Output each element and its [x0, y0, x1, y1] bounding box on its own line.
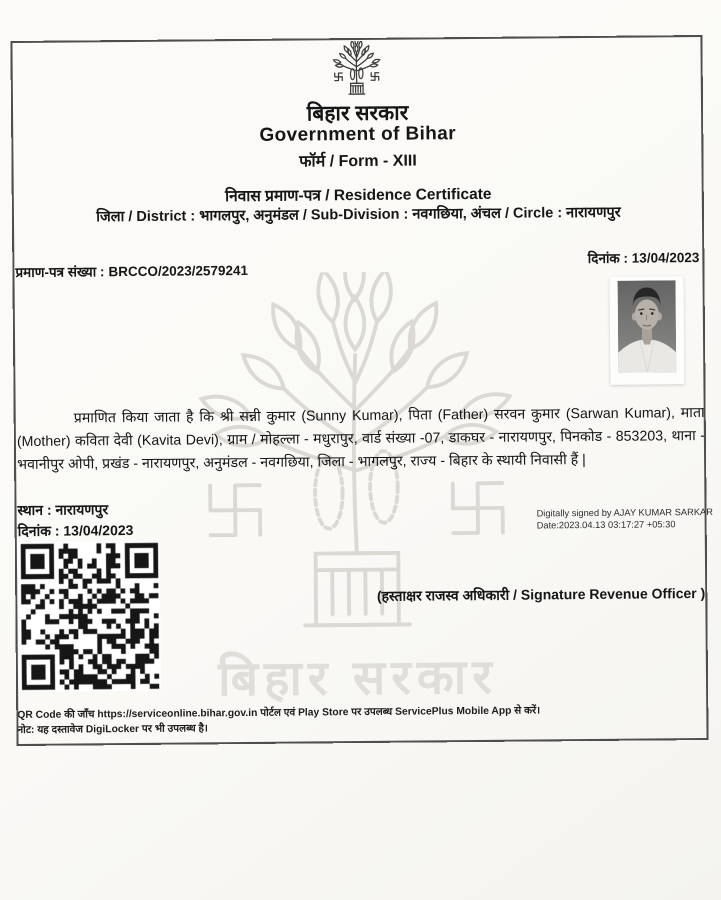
applicant-photo-image — [618, 280, 677, 373]
signing-date-line: दिनांक : 13/04/2023 — [17, 521, 134, 539]
digital-signature — [537, 507, 721, 532]
digital-signature-signer: Digitally signed by AJAY KUMAR SARKAR — [536, 506, 713, 519]
certificate-title: निवास प्रमाण-पत्र / Residence Certificate — [224, 185, 492, 206]
watermark-text: बिहार सरकार — [217, 650, 499, 707]
qr-code — [19, 541, 161, 692]
qr-verification-note: QR Code की जाँच https://serviceonline.bihar.gov.in पोर्टल एवं Play Store पर उपलब्ध ServicePlus Mobile App से करें। — [17, 705, 541, 722]
applicant-photo — [609, 276, 684, 385]
certificate-number-label: प्रमाण-पत्र संख्या : — [15, 264, 105, 281]
state-name-hindi: बिहार सरकार — [306, 101, 409, 126]
certificate-body-paragraph: प्रमाणित किया जाता है कि श्री सन्नी कुमार (Sunny Kumar), पिता (Father) सरवन कुमार (Sarwan Kumar), माता (Mother) कविता देवी (Kavita Devi), ग्राम / मोहल्ला - मधुरापुर, वार्ड संख्या -07, डाकघर - नारायणपुर, पिनकोड - 853203, थाना - भवानीपुर ओपी, प्रखंड - नारायणपुर, अनुमंडल - नवगछिया, जिला - भागलपुर, राज्य - बिहार के स्थायी निवासी हैं | — [16, 404, 705, 473]
certificate-number — [15, 261, 248, 281]
place-line: स्थान : नारायणपुर — [17, 501, 109, 518]
issue-date: दिनांक : 13/04/2023 — [587, 250, 700, 267]
revenue-officer-signature-label: (हस्ताक्षर राजस्व अधिकारी / Signature Revenue Officer ) — [376, 584, 706, 604]
certificate-number-value: BRCCO/2023/2579241 — [108, 262, 249, 280]
bihar-emblem-icon — [316, 41, 397, 100]
digilocker-note: नोट: यह दस्तावेज DigiLocker पर भी उपलब्ध है। — [17, 723, 208, 737]
government-title: Government of Bihar — [259, 123, 457, 146]
district-line: जिला / District : भागलपुर, अनुमंडल / Sub-Division : नवगछिया, अंचल / Circle : नारायणपुर — [96, 204, 621, 226]
form-number-line: फॉर्म / Form - XIII — [299, 152, 417, 171]
digital-signature-timestamp: Date:2023.04.13 03:17:27 +05:30 — [536, 518, 676, 530]
